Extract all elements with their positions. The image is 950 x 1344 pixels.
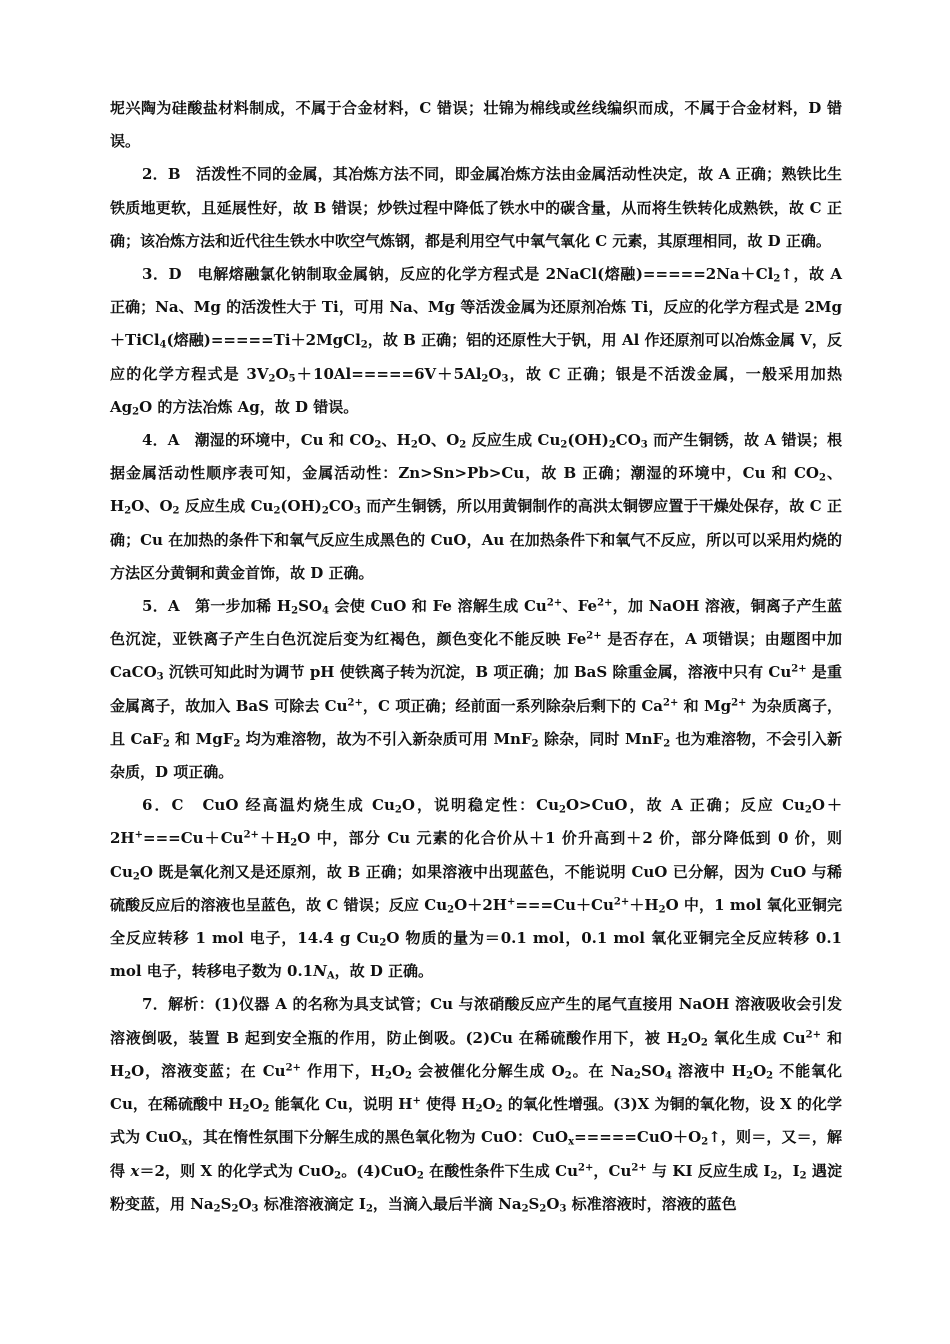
answer-6: 6．C CuO 经高温灼烧生成 $Cu_2O$，说明稳定性：$Cu_2O>CuO$，故 A 正确；反应 $Cu_2O+2H^+===Cu+Cu^{2+}+H_2O$ 中，部分 Cu 元素的化合价从＋1 价升高到＋2 价，部分降低到 0 价，则 $Cu_2O$ 既是氧化剂又是还原剂，故 B 正确；如果溶液中出现蓝色，不能说明 CuO 已分解，因为 CuO 与稀硫酸反应后的溶液也呈蓝色，故 C 错误；反应 $Cu_2O+2H^+===Cu+Cu^{2+}+H_2O$ 中，1 mol 氧化亚铜完全反应转移 1 mol 电子，14.4 g $Cu_2O$ 物质的量为＝0.1 mol，0.1 mol 氧化亚铜完全反应转移 0.1 mol 电子，转移电子数为 $0.1N_A$，故 D 正确。 bbox=[110, 796, 843, 982]
answer-document bbox=[110, 92, 842, 1221]
answer-3: 3．D 电解熔融氯化钠制取金属钠，反应的化学方程式是 2NaCl(熔融)$=====2Na+Cl_2↑$，故 A 正确；Na、Mg 的活泼性大于 Ti，可用 Na、Mg 等活泼金属为还原剂冶炼 Ti，反应的化学方程式是 2Mg＋TiCl$_4$(熔融)=====Ti＋2MgCl$_2$，故 B 正确；铝的还原性大于钒，用 Al 作还原剂可以冶炼金属 V，反应的化学方程式是 $3V_2O_5+10Al=====6V+5Al_2O_3$，故 C 正确；银是不活泼金属，一般采用加热 $Ag_2O$ 的方法冶炼 Ag，故 D 错误。 bbox=[110, 265, 842, 418]
paragraph-continuation: 坭兴陶为硅酸盐材料制成，不属于合金材料，C 错误；壮锦为棉线或丝线编织而成，不属于合金材料，D 错误。 bbox=[110, 99, 842, 151]
answer-7: 7．解析：(1)仪器 A 的名称为具支试管；Cu 与浓硝酸反应产生的尾气直接用 NaOH 溶液吸收会引发溶液倒吸，装置 B 起到安全瓶的作用，防止倒吸。(2)Cu 在稀硫酸作用下，被 $H_2O_2$ 氧化生成 $Cu^{2+}$ 和 $H_2O$，溶液变蓝；在 $Cu^{2+}$ 作用下，$H_2O_2$ 会被催化分解生成 $O_2$。在 $Na_2SO_4$ 溶液中 $H_2O_2$ 不能氧化 Cu，在稀硫酸中 $H_2O_2$ 能氧化 Cu，说明 H+ 使得 $H_2O_2$ 的氧化性增强。(3)X 为铜的氧化物，设 X 的化学式为 CuO$_x$，其在惰性氛围下分解生成的黑色氧化物为 CuO：$CuO_x=====CuO+O_2↑$，则＝，又＝，解得 x＝2，则 X 的化学式为 CuO$_2$。(4)CuO$_2$ 在酸性条件下生成 $Cu^{2+}$，$Cu^{2+}$ 与 KI 反应生成 $I_2$，$I_2$ 遇淀粉变蓝，用 $Na_2S_2O_3$ 标准溶液滴定 $I_2$，当滴入最后半滴 $Na_2S_2O_3$ 标准溶液时，溶液的蓝色 bbox=[110, 995, 843, 1215]
answer-5: 5．A 第一步加稀 $H_2SO_4$ 会使 CuO 和 Fe 溶解生成 $Cu^{2+}$、$Fe^{2+}$，加 NaOH 溶液，铜离子产生蓝色沉淀，亚铁离子产生白色沉淀后变为红褐色，颜色变化不能反映 $Fe^{2+}$ 是否存在，A 项错误；由题图中加 CaCO$_3$ 沉铁可知此时为调节 pH 使铁离子转为沉淀，B 项正确；加 BaS 除重金属，溶液中只有 $Cu^{2+}$ 是重金属离子，故加入 BaS 可除去 $Cu^{2+}$，C 项正确；经前面一系列除杂后剩下的 $Ca^{2+}$ 和 $Mg^{2+}$ 为杂质离子，且 CaF$_2$ 和 MgF$_2$ 均为难溶物，故为不引入新杂质可用 MnF$_2$ 除杂，同时 MnF$_2$ 也为难溶物，不会引入新杂质，D 项正确。 bbox=[110, 597, 842, 782]
answer-2: 2．B 活泼性不同的金属，其冶炼方法不同，即金属冶炼方法由金属活动性决定，故 A 正确；熟铁比生铁质地更软，且延展性好，故 B 错误；炒铁过程中降低了铁水中的碳含量，从而将生铁转化成熟铁，故 C 正确；该冶炼方法和近代往生铁水中吹空气炼钢，都是利用空气中氧气氧化 C 元素，其原理相同，故 D 正确。 bbox=[110, 165, 842, 250]
answer-4: 4．A 潮湿的环境中，Cu 和 $CO_2$、$H_2O$、$O_2$ 反应生成 $Cu_2(OH)_2CO_3$ 而产生铜锈，故 A 错误；根据金属活动性顺序表可知，金属活动性：Zn>Sn>Pb>Cu，故 B 正确；潮湿的环境中，Cu 和 $CO_2$、$H_2O$、$O_2$ 反应生成 $Cu_2(OH)_2CO_3$ 而产生铜锈，所以用黄铜制作的高洪太铜锣应置于干燥处保存，故 C 正确；Cu 在加热的条件下和氧气反应生成黑色的 CuO，Au 在加热条件下和氧气不反应，所以可以采用灼烧的方法区分黄铜和黄金首饰，故 D 正确。 bbox=[110, 431, 842, 582]
